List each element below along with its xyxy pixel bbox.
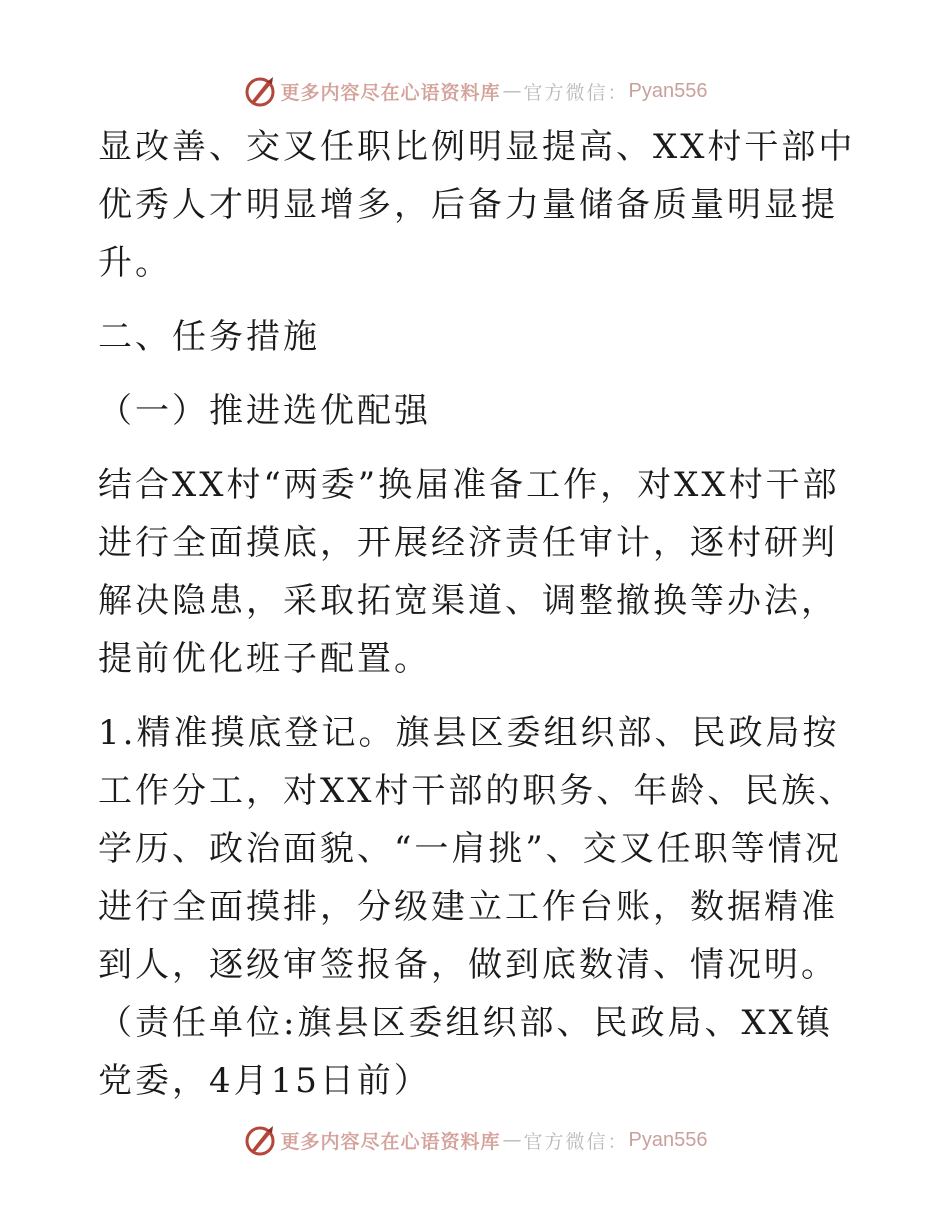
watermark-wechat-label: 官方微信： — [523, 1130, 629, 1153]
watermark-wechat-id: Pyan556 — [628, 1128, 708, 1151]
quill-pen-logo-icon — [243, 74, 277, 108]
watermark-dash: — — [502, 80, 522, 102]
quill-pen-logo-icon — [243, 1123, 277, 1157]
watermark-wechat-label: 官方微信： — [523, 81, 629, 104]
paragraph-item-1: 1.精准摸底登记。旗县区委组织部、民政局按工作分工，对XX村干部的职务、年龄、民族、学历、政治面貌、“一肩挑”、交叉任职等情况进行全面摸排，分级建立工作台账，数据精准到人，逐级审签报备，做到底数清、情况明。（责任单位:旗县区委组织部、民政局、XX镇党委，4月15日前） — [98, 713, 856, 1101]
document-body — [98, 118, 858, 1110]
watermark-footer — [0, 1118, 950, 1162]
paragraph-overview: 结合XX村“两委”换届准备工作，对XX村干部进行全面摸底，开展经济责任审计，逐村研判解决隐患，采取拓宽渠道、调整撤换等办法，提前优化班子配置。 — [98, 465, 840, 679]
watermark-dash: — — [502, 1129, 522, 1151]
subsection-heading: （一）推进选优配强 — [98, 391, 431, 431]
section-heading: 二、任务措施 — [98, 317, 320, 357]
watermark-wechat-id: Pyan556 — [628, 79, 708, 102]
watermark-text: 更多内容尽在心语资料库 — [280, 81, 501, 104]
paragraph-continuation: 显改善、交叉任职比例明显提高、XX村干部中优秀人才明显增多，后备力量储备质量明显提升。 — [98, 127, 856, 283]
watermark-text: 更多内容尽在心语资料库 — [280, 1130, 501, 1153]
watermark-header — [0, 69, 950, 113]
